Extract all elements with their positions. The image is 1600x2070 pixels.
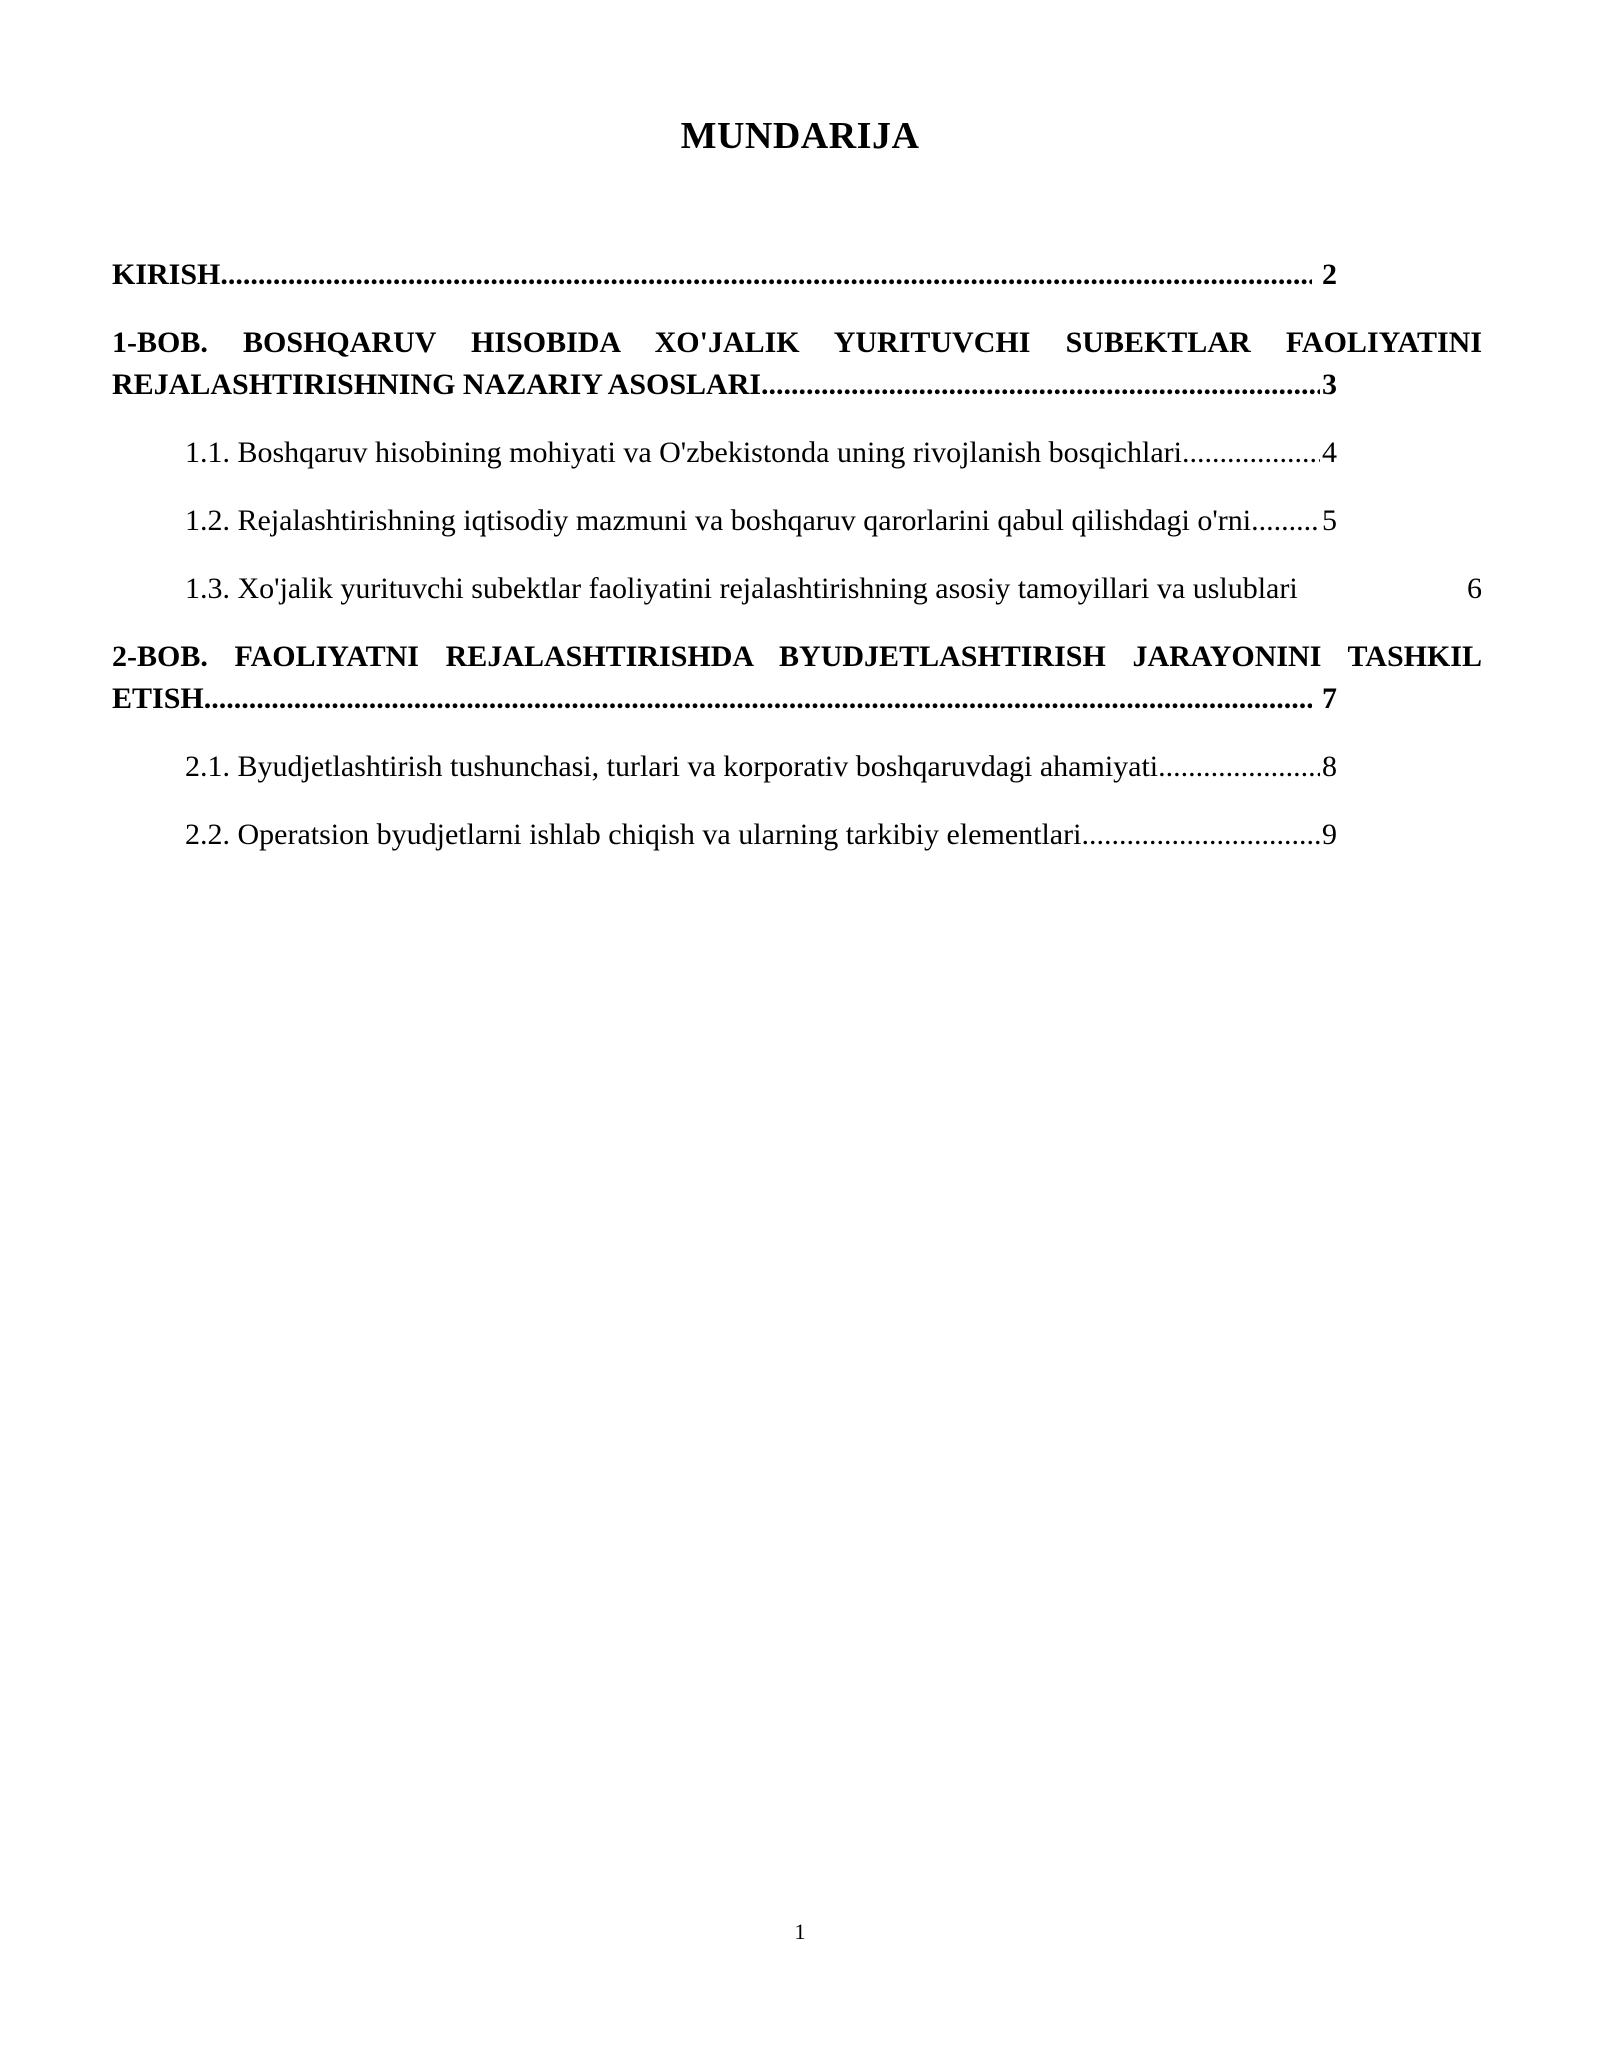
page-title: MUNDARIJA [680,115,920,157]
table-of-contents [112,254,1482,856]
toc-entry-label-line1: 1-BOB. BOSHQARUV HISOBIDA XO'JALIK YURITUVCHI SUBEKTLAR FAOLIYATINI [112,326,1482,359]
toc-entry-label: 2.1. Byudjetlashtirish tushunchasi, turlari va korporativ boshqaruvdagi ahamiyati [185,750,1159,783]
dot-leader [761,364,1320,406]
toc-entry-page: 5 [1322,504,1337,537]
toc-entry-section-2-1[interactable] [185,746,1482,788]
dot-leader [204,678,1312,720]
toc-entry-section-1-3[interactable] [185,568,1482,610]
dot-leader [220,254,1312,296]
toc-entry-label-line2: REJALASHTIRISHNING NAZARIY ASOSLARI [112,368,762,401]
toc-entry-section-1-1[interactable] [185,432,1482,474]
dot-leader [1158,746,1320,788]
toc-entry-label-line1: 2-BOB. FAOLIYATNI REJALASHTIRISHDA BYUDJETLASHTIRISH JARAYONINI TASHKIL [112,640,1482,673]
toc-entry-page: 9 [1322,818,1337,851]
toc-entry-page: 8 [1322,750,1337,783]
toc-entry-page: 3 [1322,368,1337,401]
dot-leader [1251,500,1320,542]
toc-entry-kirish[interactable] [112,254,1482,296]
toc-entry-label: 1.2. Rejalashtirishning iqtisodiy mazmuni va boshqaruv qarorlarini qabul qilishdagi o'rni [185,504,1252,537]
toc-entry-page: 6 [1467,572,1482,605]
dot-leader [1182,432,1320,474]
toc-entry-section-1-2[interactable] [185,500,1482,542]
toc-entry-page: 2 [1322,258,1337,291]
toc-entry-label: 1.3. Xo'jalik yurituvchi subektlar faoliyatini rejalashtirishning asosiy tamoyillari va uslublari [185,572,1298,605]
toc-entry-label-line2: ETISH [112,682,204,715]
toc-entry-section-2-2[interactable] [185,814,1482,856]
dot-leader [1081,814,1320,856]
toc-entry-page: 7 [1322,682,1337,715]
toc-entry-label: 2.2. Operatsion byudjetlarni ishlab chiqish va ularning tarkibiy elementlari [185,818,1082,851]
toc-entry-chapter-2[interactable] [112,636,1482,720]
toc-entry-chapter-1[interactable] [112,322,1482,406]
toc-entry-page: 4 [1322,436,1337,469]
toc-entry-label: 1.1. Boshqaruv hisobining mohiyati va O'zbekistonda uning rivojlanish bosqichlari [185,436,1182,469]
page-number: 1 [794,1919,806,1944]
toc-entry-label: KIRISH [112,258,221,291]
